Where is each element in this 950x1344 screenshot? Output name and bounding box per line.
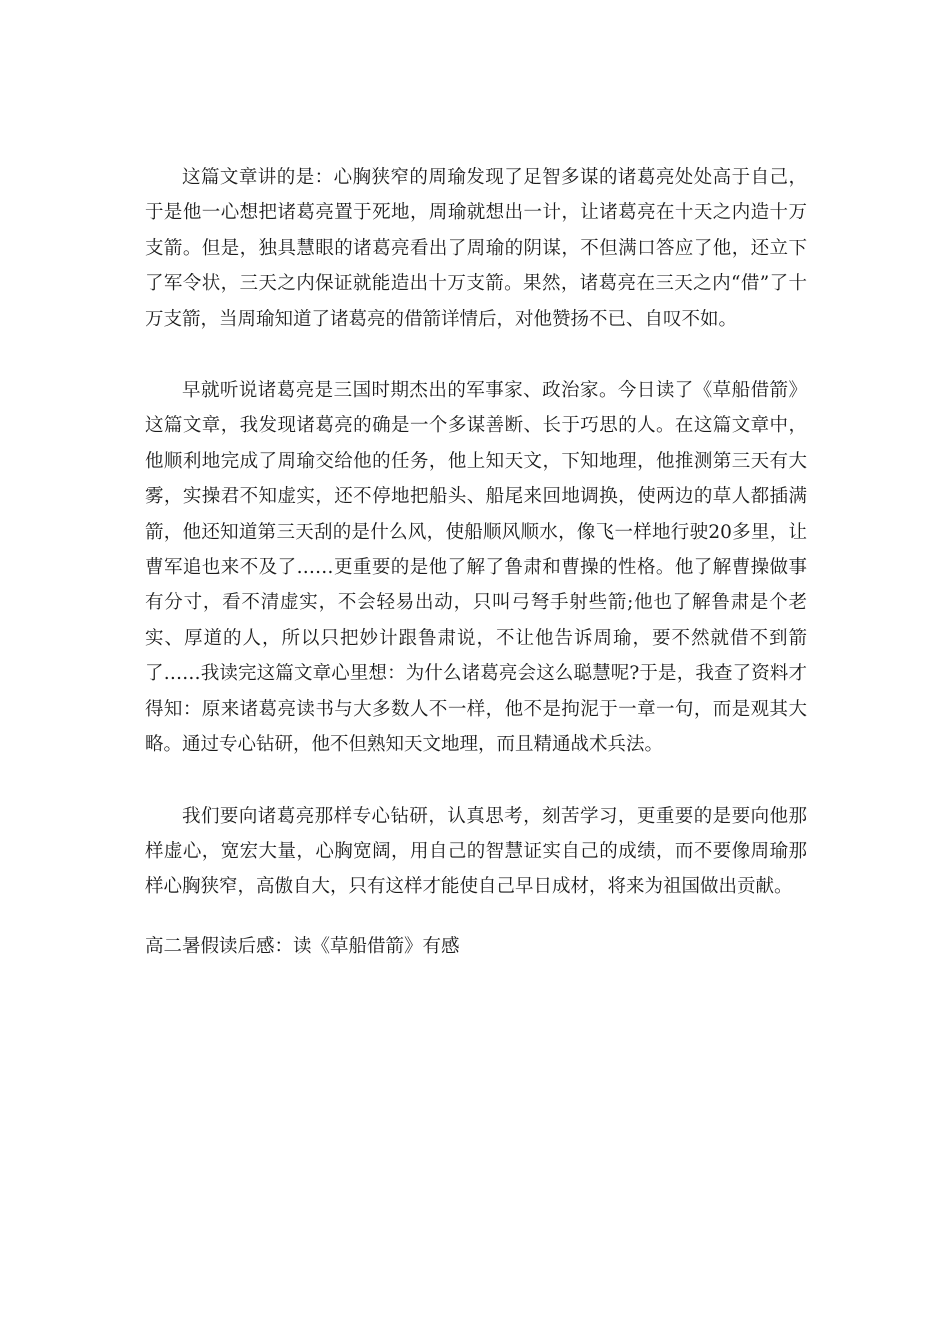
paragraph-2: 早就听说诸葛亮是三国时期杰出的军事家、政治家。今日读了《草船借箭》这篇文章，我发现诸葛亮的确是一个多谋善断、长于巧思的人。在这篇文章中，他顺利地完成了周瑜交给他的任务，他上知天文，下知地理，他推测第三天有大雾，实操君不知虚实，还不停地把船头、船尾来回地调换，使两边的草人都插满箭，他还知道第三天刮的是什么风，使船顺风顺水，像飞一样地行驶20多里，让曹军追也来不及了……更重要的是他了解了鲁肃和曹操的性格。他了解曹操做事有分寸，看不清虚实，不会轻易出动，只叫弓弩手射些箭;他也了解鲁肃是个老实、厚道的人，所以只把妙计跟鲁肃说，不让他告诉周瑜，要不然就借不到箭了……我读完这篇文章心里想：为什么诸葛亮会这么聪慧呢?于是，我查了资料才得知：原来诸葛亮读书与大多数人不一样，他不是拘泥于一章一句，而是观其大略。通过专心钻研，他不但熟知天文地理，而且精通战术兵法。 (145, 380, 807, 756)
paragraph-3: 我们要向诸葛亮那样专心钻研，认真思考，刻苦学习，更重要的是要向他那样虚心，宽宏大量，心胸宽阔，用自己的智慧证实自己的成绩，而不要像周瑜那样心胸狭窄，高傲自大，只有这样才能使自己早日成材，将来为祖国做出贡献。 (145, 805, 807, 898)
paragraph-1: 这篇文章讲的是：心胸狭窄的周瑜发现了足智多谋的诸葛亮处处高于自己，于是他一心想把诸葛亮置于死地，周瑜就想出一计，让诸葛亮在十天之内造十万支箭。但是，独具慧眼的诸葛亮看出了周瑜的阴谋，不但满口答应了他，还立下了军令状，三天之内保证就能造出十万支箭。果然，诸葛亮在三天之内“借”了十万支箭，当周瑜知道了诸葛亮的借箭详情后，对他赞扬不已、自叹不如。 (145, 167, 807, 330)
section-heading: 高二暑假读后感：读《草船借箭》有感 (145, 935, 460, 957)
document-page (145, 160, 807, 964)
